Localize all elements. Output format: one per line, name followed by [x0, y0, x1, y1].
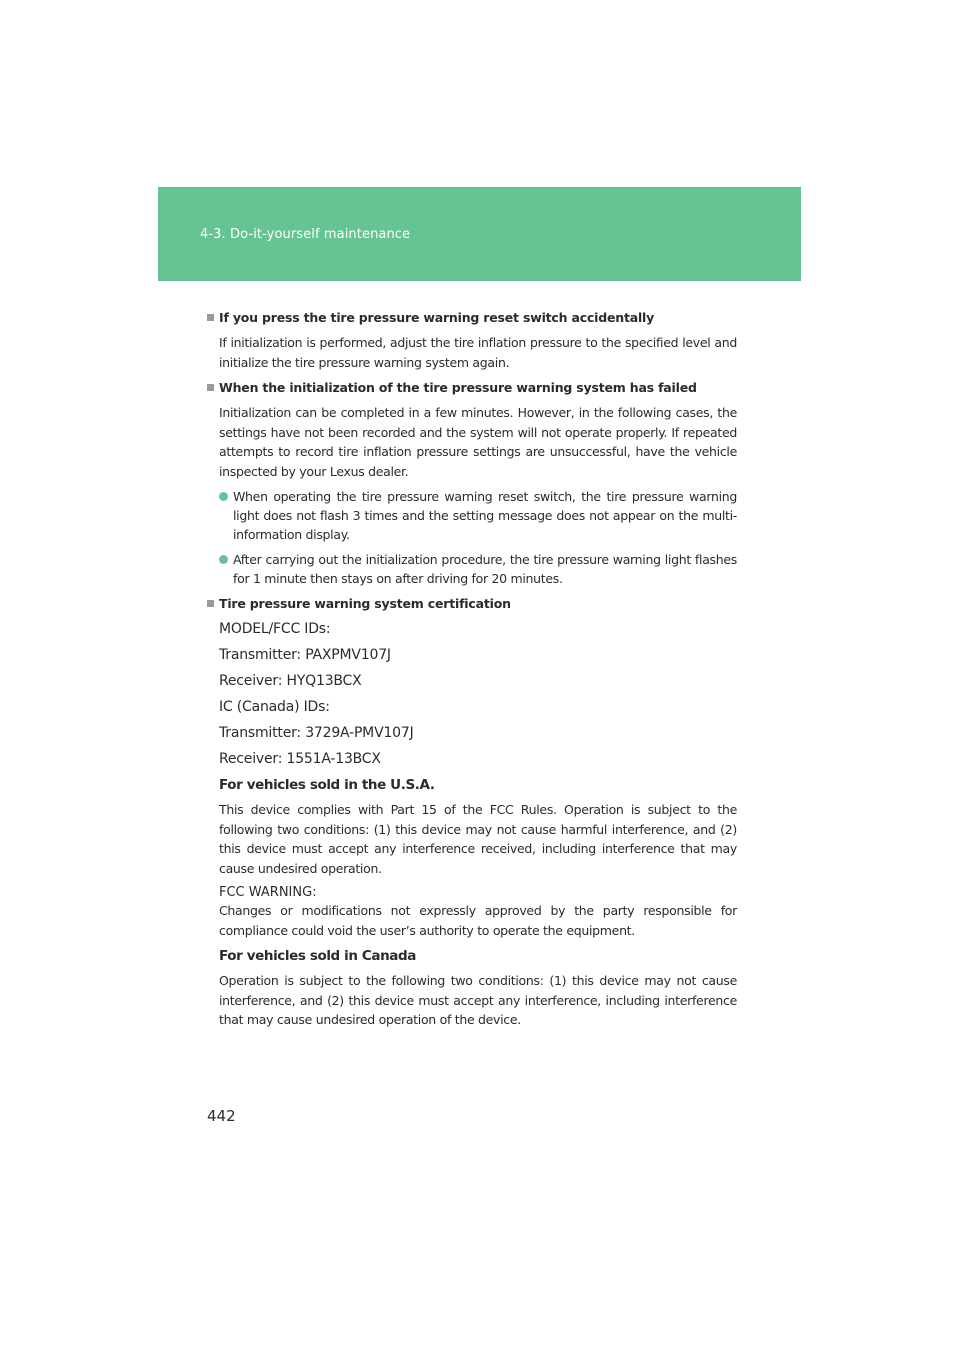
heading-certification: Tire pressure warning system certification — [207, 594, 737, 614]
fcc-transmitter-id: Transmitter: PAXPMV107J — [219, 647, 391, 663]
square-bullet-icon — [207, 600, 214, 607]
ic-transmitter-id: Transmitter: 3729A-PMV107J — [219, 725, 414, 741]
ic-receiver-id: Receiver: 1551A-13BCX — [219, 751, 381, 767]
paragraph-reset-switch: If initialization is performed, adjust the tire inflation pressure to the specified level and initialize the tire pressure warning system again. — [219, 335, 737, 370]
usa-heading: For vehicles sold in the U.S.A. — [219, 777, 435, 793]
fcc-receiver-id: Receiver: HYQ13BCX — [219, 673, 362, 689]
list-item: After carrying out the initialization procedure, the tire pressure warning light flashes for 1 minute then stays on after driving for 20 minutes. — [207, 550, 737, 588]
square-bullet-icon — [207, 384, 214, 391]
model-fcc-ids-label: MODEL/FCC IDs: — [219, 621, 331, 637]
paragraph-initialization: Initialization can be completed in a few minutes. However, in the following cases, the settings have not been recorded and the system will not operate properly. If repeated attempts to record tire inflation pressure settings are unsuccessful, have the vehicle inspected by your Lexus dealer. — [219, 405, 737, 479]
square-bullet-icon — [207, 314, 214, 321]
canada-paragraph: Operation is subject to the following two conditions: (1) this device may not cause interference, and (2) this device must accept any interference, including interference that may cause undesired operation of the device. — [219, 973, 737, 1027]
ic-ids-label: IC (Canada) IDs: — [219, 699, 330, 715]
heading-reset-switch-accidental: If you press the tire pressure warning reset switch accidentally — [207, 308, 737, 328]
section-header-bar — [158, 187, 801, 281]
round-bullet-icon — [219, 492, 228, 501]
canada-heading: For vehicles sold in Canada — [219, 948, 416, 964]
heading-initialization-failed: When the initialization of the tire pressure warning system has failed — [207, 378, 737, 398]
page-number: 442 — [207, 1107, 236, 1125]
page-content — [207, 308, 737, 1036]
list-item: When operating the tire pressure warning reset switch, the tire pressure warning light does not flash 3 times and the setting message does not appear on the multi-information display. — [207, 487, 737, 544]
round-bullet-icon — [219, 555, 228, 564]
section-title: 4-3. Do-it-yourself maintenance — [200, 227, 411, 242]
usa-paragraph: This device complies with Part 15 of the FCC Rules. Operation is subject to the following two conditions: (1) this device may not cause harmful interference, and (2) this device must accept any interference received, including interference that may cause undesired operation. — [219, 802, 737, 876]
fcc-warning-label: FCC WARNING: — [219, 885, 317, 900]
fcc-warning-paragraph: Changes or modifications not expressly approved by the party responsible for compliance could void the user’s authority to operate the equipment. — [219, 903, 737, 938]
